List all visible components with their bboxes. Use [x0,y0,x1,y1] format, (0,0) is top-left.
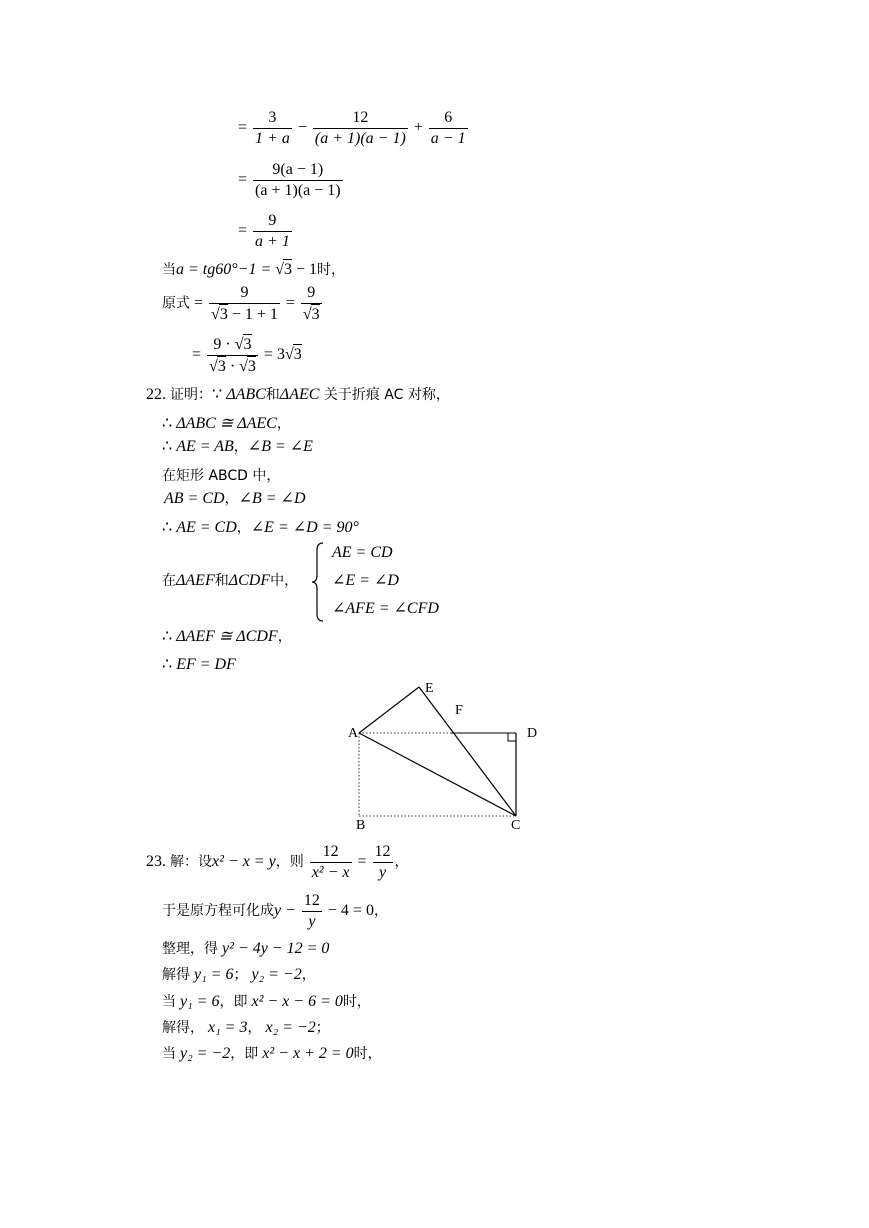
fraction: $\frac{3}{1 + a}$ [255,109,290,147]
fraction: $\frac{12}{y}$ [374,843,391,881]
orig-line: 原式 = $\frac{9}{√3 - 1 + 1}$ = $\frac{9}{√3}$ [162,284,320,323]
eq-step1: = $\frac{3}{1 + a}$ − $\frac{12}{(a + 1)(a - 1)}$ + $\frac{6}{a - 1}$ [238,109,466,147]
system-condition-1: AE = CD [332,544,393,561]
proof-line: ∴ EF = DF [162,656,236,673]
point-label-b: B [356,818,366,833]
segment-ec [419,687,516,816]
segment-ae [359,687,419,733]
point-label-a: A [348,726,359,741]
solution-line: 解得， x₁ = 3， x₂ = −2； [162,1019,330,1036]
proof-line: ∴ AE = CD，∠E = ∠D = 90° [162,519,359,536]
point-label-e: E [425,681,434,696]
fraction: $\frac{9}{√3}$ [302,284,320,323]
fraction: $\frac{12}{y}$ [303,892,320,930]
point-label-f: F [455,703,463,718]
solution-line: 解得 y₁ = 6； y₂ = −2， [162,966,316,983]
proof-line: AB = CD，∠B = ∠D [164,490,306,507]
final-line: = $\frac{9 \cdot √3}{√3 \cdot √3}$ = 3√3 [192,336,302,375]
when-line: 当a = tg60°−1 = √3 − 1时， [162,261,346,278]
solution-line: 整理，得 y² − 4y − 12 = 0 [162,940,330,957]
proof-line: ∴ AE = AB，∠B = ∠E [162,438,313,455]
fraction: $\frac{9}{√3 - 1 + 1}$ [211,284,278,323]
left-brace-icon [311,542,325,622]
system-condition-2: ∠E = ∠D [332,572,399,589]
fraction: $\frac{9}{a + 1}$ [255,212,290,250]
eq-step2: = $\frac{9(a - 1)}{(a + 1)(a - 1)}$ [238,161,341,199]
problem-22-header: 22. 证明：∵ ΔABC和ΔAEC 关于折痕 AC 对称， [146,386,450,403]
system-condition-3: ∠AFE = ∠CFD [332,600,439,617]
proof-line: ∴ ΔAEF ≅ ΔCDF， [162,628,292,645]
solution-line: 当 y₂ = −2，即 x² − x + 2 = 0时， [162,1045,382,1062]
fraction: $\frac{9 \cdot √3}{√3 \cdot √3}$ [209,336,256,375]
geometry-figure [340,675,560,835]
fraction: $\frac{6}{a - 1}$ [430,109,466,147]
solution-line: 当 y₁ = 6，即 x² − x − 6 = 0时， [162,993,371,1010]
point-label-d: D [527,726,538,741]
eq-step3: = $\frac{9}{a + 1}$ [238,212,290,250]
point-label-c: C [511,818,521,833]
proof-line: 在矩形 ABCD 中， [162,468,281,484]
solution-line: 于是原方程可化成y − $\frac{12}{y}$ − 4 = 0， [162,892,388,930]
proof-line: ∴ ΔABC ≅ ΔAEC， [162,415,291,432]
fraction: $\frac{12}{(a + 1)(a - 1)}$ [314,109,406,147]
segment-ac [359,733,516,816]
fraction: $\frac{9(a - 1)}{(a + 1)(a - 1)}$ [255,161,341,199]
problem-23-header: 23. 解：设x² − x = y，则 $\frac{12}{\text{x² − x}}$ = $\frac{12}{y}$ ， [146,843,409,881]
right-angle-mark [508,733,516,741]
system-intro: 在ΔAEF和ΔCDF中， [162,572,299,589]
fraction: $\frac{12}{\text{x² − x}}$ [311,843,350,881]
